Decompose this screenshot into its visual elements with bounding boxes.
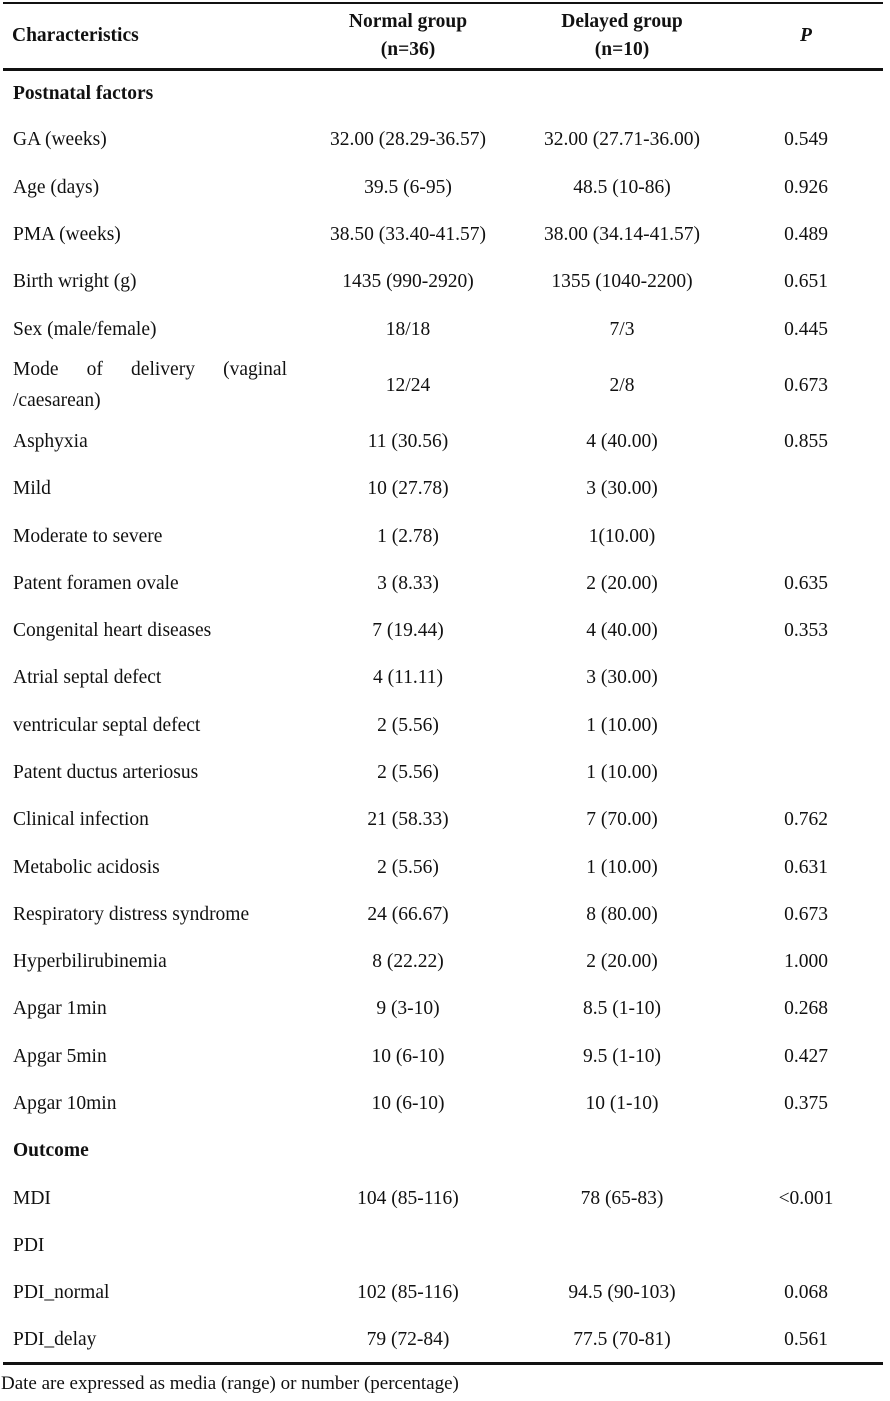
table-row — [3, 1269, 883, 1316]
delayed-group-value: 9.5 (1-10) — [583, 1045, 661, 1067]
row-label: Moderate to severe — [13, 525, 163, 547]
normal-group-value: 2 (5.56) — [377, 856, 439, 878]
delayed-group-value: 2/8 — [609, 374, 635, 396]
normal-group-value: 1435 (990-2920) — [342, 271, 474, 293]
delayed-group-value — [515, 1222, 729, 1269]
p-value: 0.762 — [784, 809, 828, 831]
header-p-value: P — [729, 3, 883, 69]
row-label: Age (days) — [13, 176, 100, 198]
table-row — [3, 1080, 883, 1127]
normal-group-value: 8 (22.22) — [372, 951, 444, 973]
delayed-group-value: 1 (10.00) — [586, 714, 658, 736]
row-label: GA (weeks) — [13, 129, 107, 151]
row-label: PDI_delay — [3, 1316, 301, 1363]
delayed-group-value: 78 (65-83) — [580, 1187, 664, 1209]
row-label: ventricular septal defect — [13, 714, 201, 736]
p-value: 0.068 — [784, 1282, 828, 1304]
header-delayed-group-n: (n=10) — [594, 38, 650, 60]
p-value — [729, 654, 883, 701]
delayed-group-value: 2 (20.00) — [586, 572, 658, 594]
section-row — [3, 69, 883, 116]
delayed-group-value: 3 (30.00) — [586, 478, 658, 500]
p-value: 0.427 — [784, 1045, 828, 1067]
delayed-group-value: 32.00 (27.71-36.00) — [544, 129, 700, 151]
p-value — [729, 749, 883, 796]
delayed-group-value: 7/3 — [609, 318, 635, 340]
normal-group-value: 3 (8.33) — [377, 572, 439, 594]
p-value: 0.855 — [784, 430, 828, 452]
normal-group-value: 21 (58.33) — [367, 809, 449, 831]
table-row — [3, 560, 883, 607]
p-value: 0.561 — [729, 1316, 883, 1363]
table-row — [3, 796, 883, 843]
section-row — [3, 1127, 883, 1174]
row-label: Apgar 5min — [13, 1045, 107, 1067]
delayed-group-value: 10 (1-10) — [585, 1093, 659, 1115]
p-value: 0.651 — [784, 271, 828, 293]
delayed-group-value: 1 (10.00) — [586, 856, 658, 878]
row-label: Patent ductus arteriosus — [13, 762, 199, 783]
row-label: Atrial septal defect — [13, 667, 162, 689]
row-label: Congenital heart diseases — [13, 620, 212, 642]
row-label: Birth wright (g) — [13, 271, 137, 293]
table-row — [3, 938, 883, 985]
p-value: 0.673 — [784, 903, 828, 925]
row-label: Clinical infection — [13, 809, 149, 831]
normal-group-value: 79 (72-84) — [301, 1316, 515, 1363]
table-row — [3, 1033, 883, 1080]
row-label: PDI_normal — [13, 1282, 110, 1304]
delayed-group-value: 4 (40.00) — [586, 620, 658, 642]
header-normal-group-n: (n=36) — [380, 38, 436, 60]
row-label: Metabolic acidosis — [13, 856, 160, 878]
header-normal-group-label: Normal group — [348, 10, 468, 32]
delayed-group-value: 8 (80.00) — [586, 903, 658, 925]
header-normal-group — [301, 3, 515, 69]
normal-group-value — [301, 1222, 515, 1269]
normal-group-value: 9 (3-10) — [376, 998, 440, 1020]
delayed-group-value: 1355 (1040-2200) — [551, 271, 693, 293]
row-label: Patent foramen ovale — [13, 572, 179, 594]
p-value: 0.489 — [784, 224, 828, 246]
p-value: 1.000 — [784, 951, 828, 973]
p-value: 0.635 — [784, 572, 828, 594]
normal-group-value: 2 (5.56) — [377, 762, 439, 783]
normal-group-value: 7 (19.44) — [372, 620, 444, 642]
characteristics-table-container — [3, 2, 883, 1365]
delayed-group-value: 2 (20.00) — [586, 951, 658, 973]
normal-group-value: 10 (27.78) — [367, 478, 449, 500]
normal-group-value: 10 (6-10) — [371, 1045, 445, 1067]
p-value: <0.001 — [778, 1187, 834, 1209]
table-row — [3, 843, 883, 890]
p-value: 0.631 — [784, 856, 828, 878]
table-row — [3, 211, 883, 258]
p-value — [729, 1127, 883, 1174]
normal-group-value: 10 (6-10) — [371, 1093, 445, 1115]
normal-group-value: 32.00 (28.29-36.57) — [330, 129, 486, 151]
p-value: 0.445 — [784, 318, 828, 340]
table-body — [3, 69, 883, 1364]
delayed-group-value: 38.00 (34.14-41.57) — [544, 224, 700, 246]
row-label: Postnatal factors — [13, 82, 154, 104]
table-row — [3, 305, 883, 352]
normal-group-value: 1 (2.78) — [377, 525, 439, 547]
delayed-group-value: 8.5 (1-10) — [583, 998, 661, 1020]
p-value: 0.268 — [784, 998, 828, 1020]
normal-group-value: 24 (66.67) — [367, 903, 449, 925]
header-delayed-group-label: Delayed group — [561, 10, 683, 32]
delayed-group-value — [515, 1127, 729, 1174]
delayed-group-value — [515, 69, 729, 116]
table-row — [3, 749, 883, 796]
normal-group-value: 104 (85-116) — [357, 1187, 459, 1209]
delayed-group-value: 3 (30.00) — [586, 667, 658, 689]
normal-group-value: 39.5 (6-95) — [364, 176, 452, 198]
p-value — [729, 465, 883, 512]
header-characteristics: Characteristics — [3, 3, 301, 69]
normal-group-value — [301, 69, 515, 116]
table-header — [3, 3, 883, 69]
table-row — [3, 607, 883, 654]
normal-group-value: 2 (5.56) — [377, 714, 439, 736]
row-label: Mode of delivery (vaginal /caesarean) — [13, 359, 287, 412]
row-label: Sex (male/female) — [13, 318, 157, 340]
delayed-group-value: 94.5 (90-103) — [568, 1282, 676, 1304]
row-label: Asphyxia — [13, 430, 88, 452]
p-value: 0.673 — [784, 374, 828, 396]
delayed-group-value: 77.5 (70-81) — [515, 1316, 729, 1363]
table-row — [3, 512, 883, 559]
header-delayed-group — [515, 3, 729, 69]
p-value: 0.926 — [784, 176, 828, 198]
table-row — [3, 465, 883, 512]
delayed-group-value: 7 (70.00) — [586, 809, 658, 831]
table-row — [3, 1222, 883, 1269]
p-value — [729, 512, 883, 559]
characteristics-table — [3, 2, 883, 1365]
table-row — [3, 353, 883, 418]
normal-group-value — [301, 1127, 515, 1174]
table-row — [3, 1316, 883, 1363]
p-value — [729, 69, 883, 116]
delayed-group-value: 1(10.00) — [588, 525, 656, 547]
table-footnote: Date are expressed as media (range) or number (percentage) — [1, 1373, 459, 1394]
row-label: Respiratory distress syndrome — [13, 903, 250, 925]
normal-group-value: 102 (85-116) — [357, 1282, 459, 1304]
delayed-group-value: 1 (10.00) — [586, 762, 658, 783]
normal-group-value: 11 (30.56) — [367, 430, 449, 452]
table-row — [3, 418, 883, 465]
p-value: 0.353 — [784, 620, 828, 642]
table-row — [3, 164, 883, 211]
normal-group-value: 18/18 — [385, 318, 431, 340]
row-label: Apgar 10min — [13, 1093, 117, 1115]
p-value: 0.549 — [784, 129, 828, 151]
table-row — [3, 702, 883, 749]
delayed-group-value: 48.5 (10-86) — [573, 176, 671, 198]
normal-group-value: 38.50 (33.40-41.57) — [330, 224, 486, 246]
row-label: Apgar 1min — [13, 998, 107, 1020]
table-row — [3, 654, 883, 701]
row-label: Outcome — [13, 1140, 89, 1162]
normal-group-value: 12/24 — [385, 374, 431, 396]
row-label: PDI — [13, 1234, 45, 1256]
table-row — [3, 985, 883, 1032]
p-value — [729, 702, 883, 749]
row-label: MDI — [13, 1187, 51, 1209]
table-row — [3, 116, 883, 163]
p-value: 0.375 — [784, 1093, 828, 1115]
table-row — [3, 1175, 883, 1222]
p-value — [729, 1222, 883, 1269]
row-label: PMA (weeks) — [13, 224, 121, 246]
table-row — [3, 891, 883, 938]
row-label: Hyperbilirubinemia — [13, 951, 167, 973]
header-row — [3, 3, 883, 69]
row-label: Mild — [13, 478, 51, 500]
normal-group-value: 4 (11.11) — [372, 667, 444, 689]
delayed-group-value: 4 (40.00) — [586, 430, 658, 452]
table-row — [3, 258, 883, 305]
